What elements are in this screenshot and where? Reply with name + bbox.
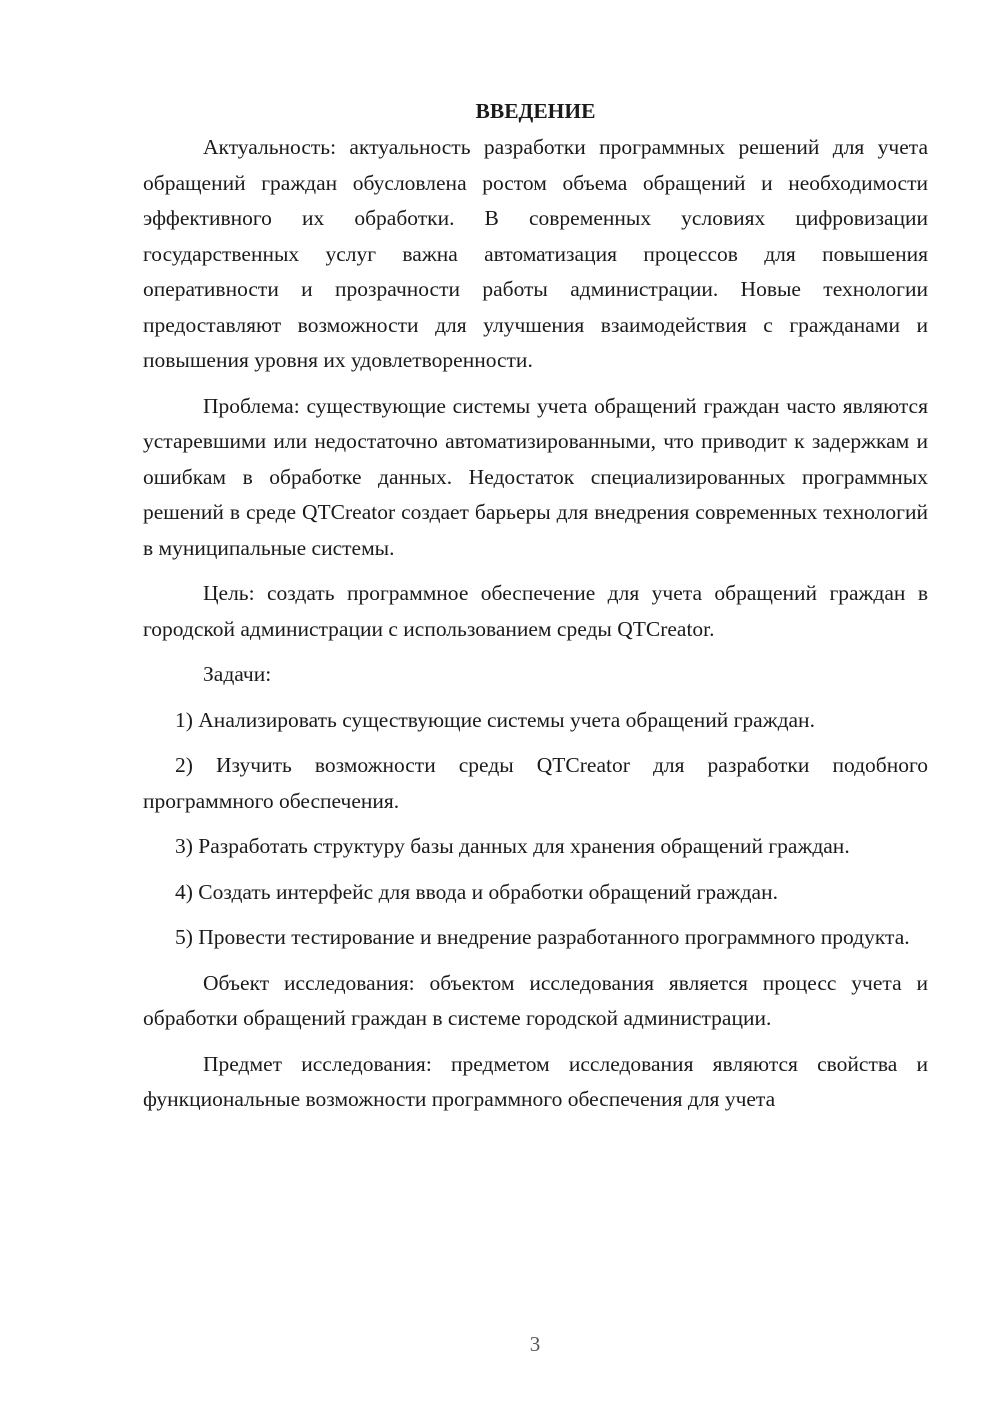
paragraph-goal: Цель: создать программное обеспечение для учета обращений граждан в городской администрации с использованием среды QTCreator. bbox=[143, 581, 928, 641]
task-item: 4) Создать интерфейс для ввода и обработки обращений граждан. bbox=[175, 879, 778, 904]
paragraph-relevance: Актуальность: актуальность разработки программных решений для учета обращений граждан обусловлена ростом объема обращений и необходимости эффективного их обработки. В современных условиях цифровизации государственных услуг важна автоматизация процессов для повышения оперативности и прозрачности работы администрации. Новые технологии предоставляют возможности для улучшения взаимодействия с гражданами и повышения уровня их удовлетворенности. bbox=[143, 135, 928, 372]
page-number: 3 bbox=[529, 1332, 541, 1356]
paragraph-subject: Предмет исследования: предметом исследования являются свойства и функциональные возможности программного обеспечения для учета bbox=[143, 1051, 928, 1111]
task-item: 1) Анализировать существующие системы учета обращений граждан. bbox=[175, 707, 815, 732]
tasks-heading: Задачи: bbox=[203, 662, 272, 686]
task-item: 3) Разработать структуру базы данных для хранения обращений граждан. bbox=[175, 834, 850, 858]
page-title: ВВЕДЕНИЕ bbox=[475, 99, 596, 123]
paragraph-object: Объект исследования: объектом исследования является процесс учета и обработки обращений граждан в системе городской администрации. bbox=[143, 970, 928, 1030]
task-item: 5) Провести тестирование и внедрение разработанного программного продукта. bbox=[175, 925, 910, 949]
task-item: 2) Изучить возможности среды QTCreator для разработки подобного программного обеспечения. bbox=[143, 753, 928, 813]
page-content bbox=[143, 92, 928, 1118]
paragraph-problem: Проблема: существующие системы учета обращений граждан часто являются устаревшими или недостаточно автоматизированными, что приводит к задержкам и ошибкам в обработке данных. Недостаток специализированных программных решений в среде QTCreator создает барьеры для внедрения современных технологий в муниципальные системы. bbox=[143, 393, 928, 560]
